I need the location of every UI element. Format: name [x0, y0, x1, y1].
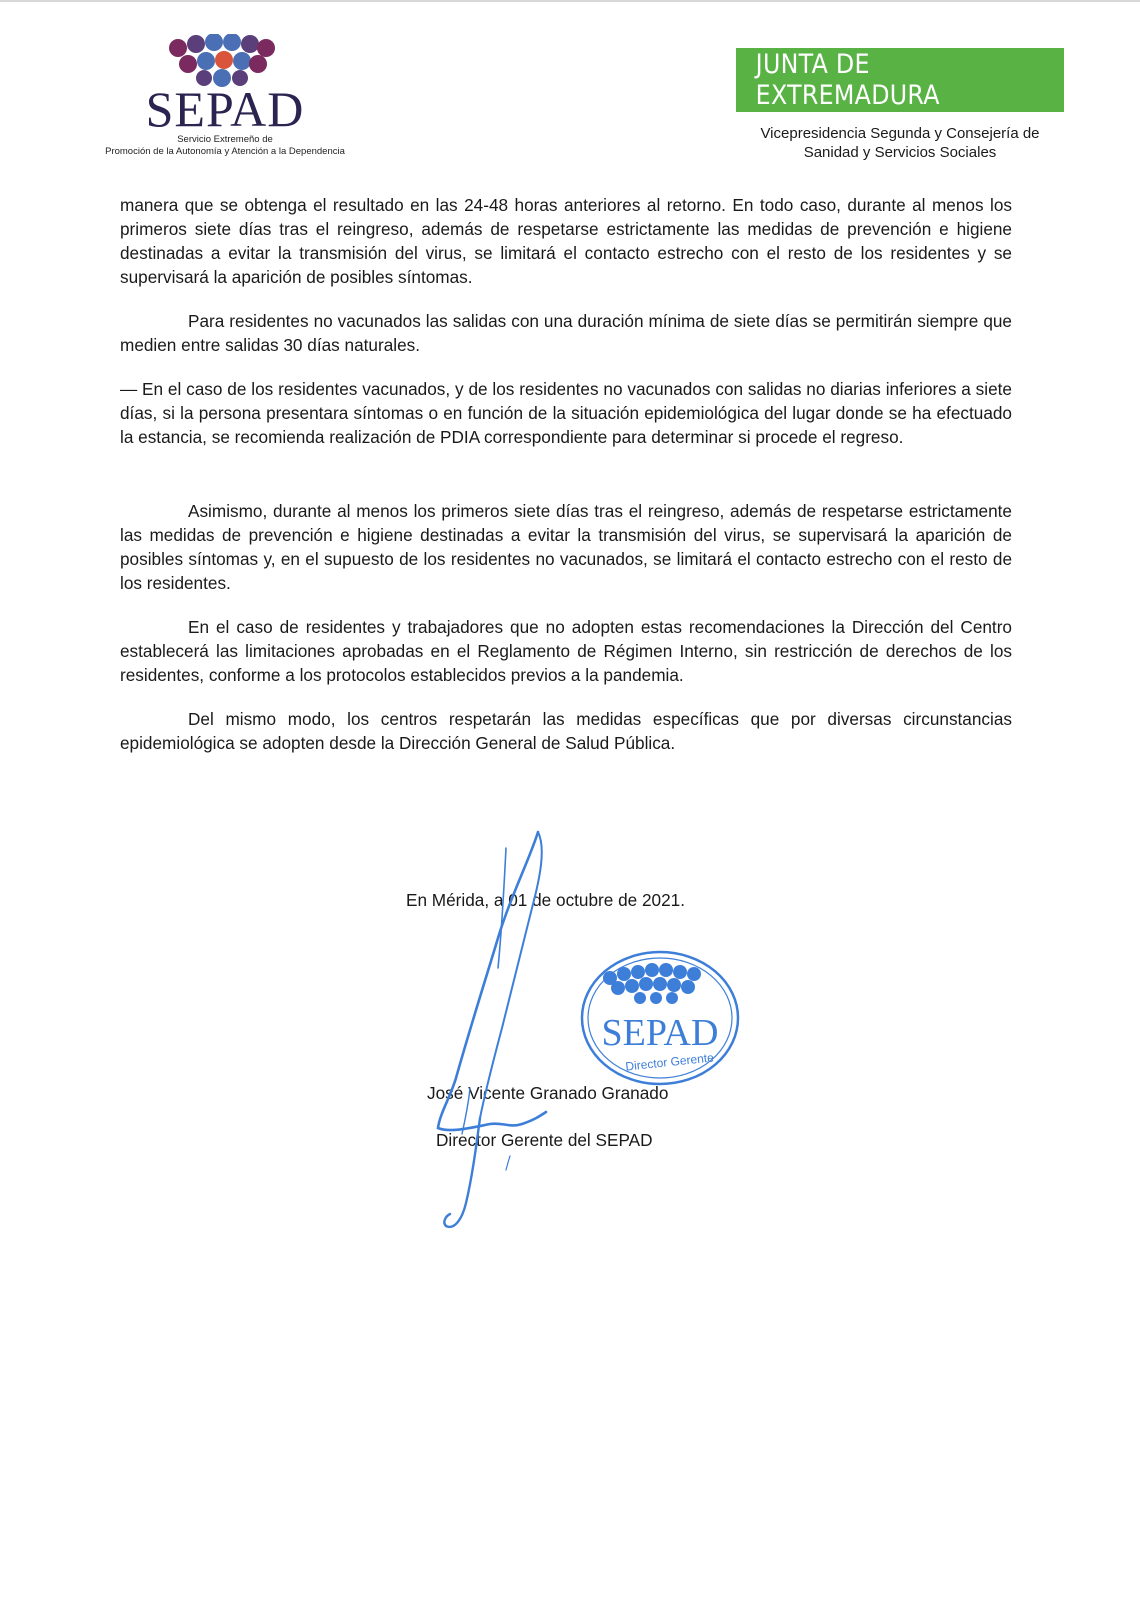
paragraph-2: Para residentes no vacunados las salidas con una duración mínima de siete días se permitirán siempre que medien entre salidas 30 días naturales. [120, 311, 1012, 355]
sepad-logo [100, 34, 350, 164]
place-date: En Mérida, a 01 de octubre de 2021. [406, 890, 686, 910]
sepad-stamp [578, 948, 748, 1088]
sepad-subtitle-line1: Servicio Extremeño de [177, 134, 273, 145]
handwritten-signature [410, 828, 590, 1238]
page-top-edge [0, 0, 1140, 2]
signer-name: José Vicente Granado Granado [427, 1083, 669, 1103]
letter-body [120, 193, 1012, 755]
junta-logo-box [736, 48, 1064, 112]
stamp-caption: Director Gerente [624, 1050, 715, 1074]
stamp-name: SEPAD [601, 1012, 719, 1054]
paragraph-4: Asimismo, durante al menos los primeros siete días tras el reingreso, además de respetarse estrictamente las medidas de prevención e higiene destinadas a evitar la transmisión del virus, se supervisará la aparición de posibles síntomas y, en el supuesto de los residentes no vacunados, se limitará el contacto estrecho con el resto de los residentes. [120, 501, 1012, 593]
paragraph-3: — En el caso de los residentes vacunados, y de los residentes no vacunados con salidas no diarias inferiores a siete días, si la persona presentara síntomas o en función de la situación epidemiológica del lugar donde se ha efectuado la estancia, se recomienda realización de PDIA correspondiente para determinar si procede el regreso. [120, 379, 1012, 447]
sepad-subtitle-line2: Promoción de la Autonomía y Atención a la Dependencia [105, 146, 345, 157]
signer-title: Director Gerente del SEPAD [436, 1130, 653, 1150]
sepad-logo-word: SEPAD [145, 81, 305, 137]
department-name [740, 124, 1060, 162]
department-line1: Vicepresidencia Segunda y Consejería de [760, 125, 1040, 142]
paragraph-6: Del mismo modo, los centros respetarán las medidas específicas que por diversas circunstancias epidemiológica se adopten desde la Dirección General de Salud Pública. [120, 709, 1012, 753]
paragraph-5: En el caso de residentes y trabajadores que no adopten estas recomendaciones la Dirección del Centro establecerá las limitaciones aprobadas en el Reglamento de Régimen Interno, sin restricción de derechos de los residentes, conforme a los protocolos establecidos previos a la pandemia. [120, 617, 1012, 685]
junta-logo-text: JUNTA DE EXTREMADURA [755, 49, 940, 111]
department-line2: Sanidad y Servicios Sociales [803, 144, 997, 161]
paragraph-1: manera que se obtenga el resultado en las 24-48 horas anteriores al retorno. En todo caso, durante al menos los primeros siete días tras el reingreso, además de respetarse estrictamente las medidas de prevención e higiene destinadas a evitar la transmisión del virus, se limitará el contacto estrecho con el resto de los residentes y se supervisará la aparición de posibles síntomas. [120, 195, 1012, 287]
